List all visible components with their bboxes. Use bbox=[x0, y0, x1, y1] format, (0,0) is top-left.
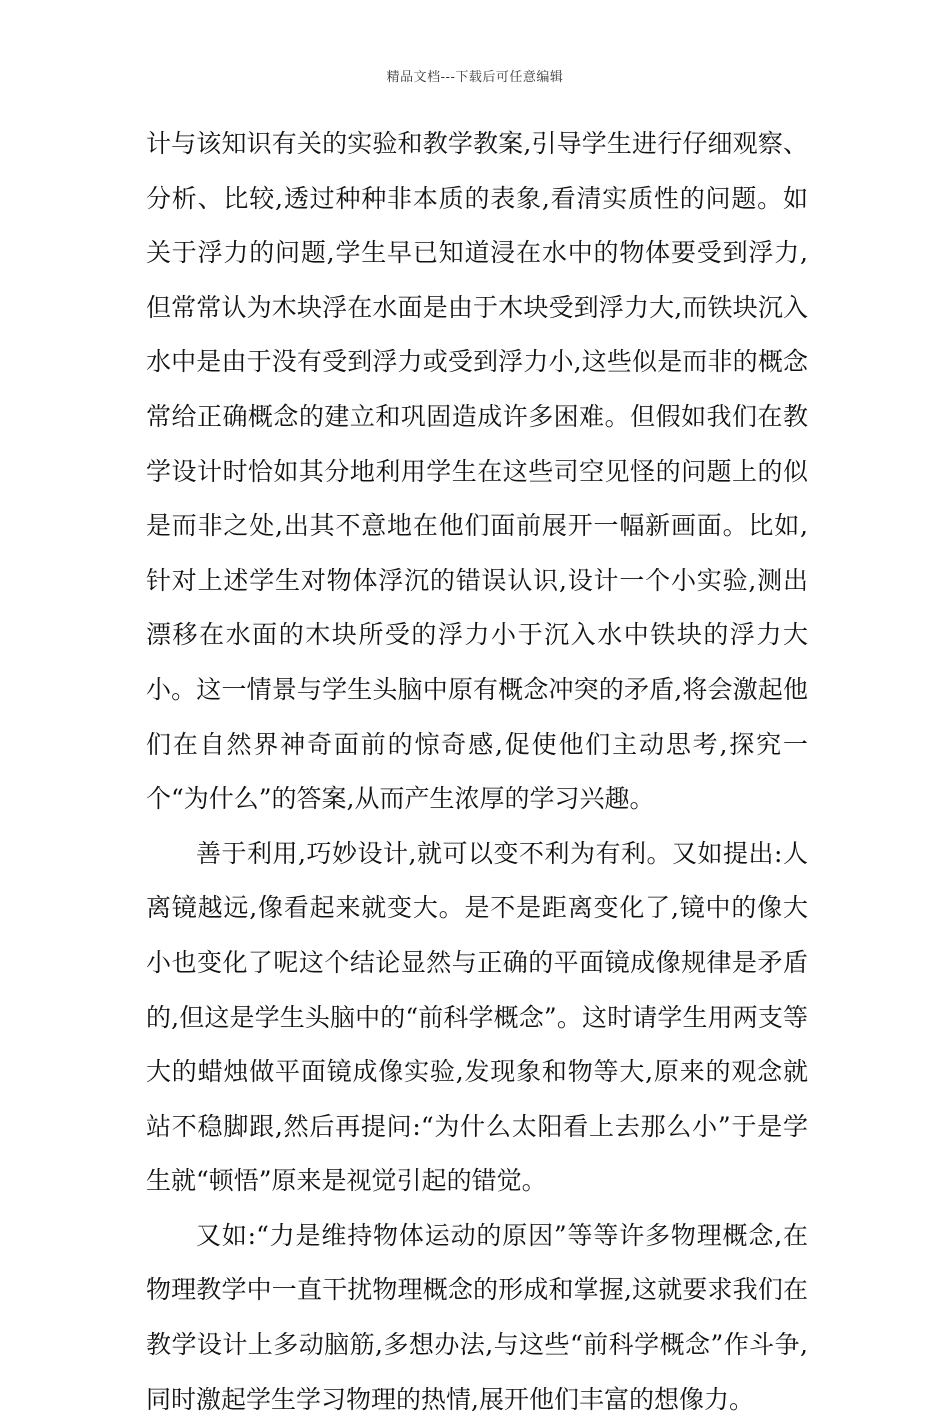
paragraph-2: 善于利用,巧妙设计,就可以变不利为有利。又如提出:人离镜越远,像看起来就变大。是不是距离变化了,镜中的像大小也变化了呢这个结论显然与正确的平面镜成像规律是矛盾的,但这是学生头脑中的“前科学概念”。这时请学生用两支等大的蜡烛做平面镜成像实验,发现象和物等大,原来的观念就站不稳脚跟,然后再提问:“为什么太阳看上去那么小”于是学生就“顿悟”原来是视觉引起的错觉。 bbox=[146, 838, 808, 1196]
document-body bbox=[146, 117, 808, 1427]
paragraph-1: 计与该知识有关的实验和教学教案,引导学生进行仔细观察、分析、比较,透过种种非本质的表象,看清实质性的问题。如关于浮力的问题,学生早已知道浸在水中的物体要受到浮力,但常常认为木块浮在水面是由于木块受到浮力大,而铁块沉入水中是由于没有受到浮力或受到浮力小,这些似是而非的概念常给正确概念的建立和巩固造成许多困难。但假如我们在教学设计时恰如其分地利用学生在这些司空见怪的问题上的似是而非之处,出其不意地在他们面前展开一幅新画面。比如,针对上述学生对物体浮沉的错误认识,设计一个小实验,测出漂移在水面的木块所受的浮力小于沉入水中铁块的浮力大小。这一情景与学生头脑中原有概念冲突的矛盾,将会激起他们在自然界神奇面前的惊奇感,促使他们主动思考,探究一个“为什么”的答案,从而产生浓厚的学习兴趣。 bbox=[146, 129, 808, 814]
page-header: 精品文档---下载后可任意编辑 bbox=[386, 70, 564, 85]
paragraph-3: 又如:“力是维持物体运动的原因”等等许多物理概念,在物理教学中一直干扰物理概念的形成和掌握,这就要求我们在教学设计上多动脑筋,多想办法,与这些“前科学概念”作斗争,同时激起学生学习物理的热情,展开他们丰富的想像力。 bbox=[146, 1220, 808, 1414]
